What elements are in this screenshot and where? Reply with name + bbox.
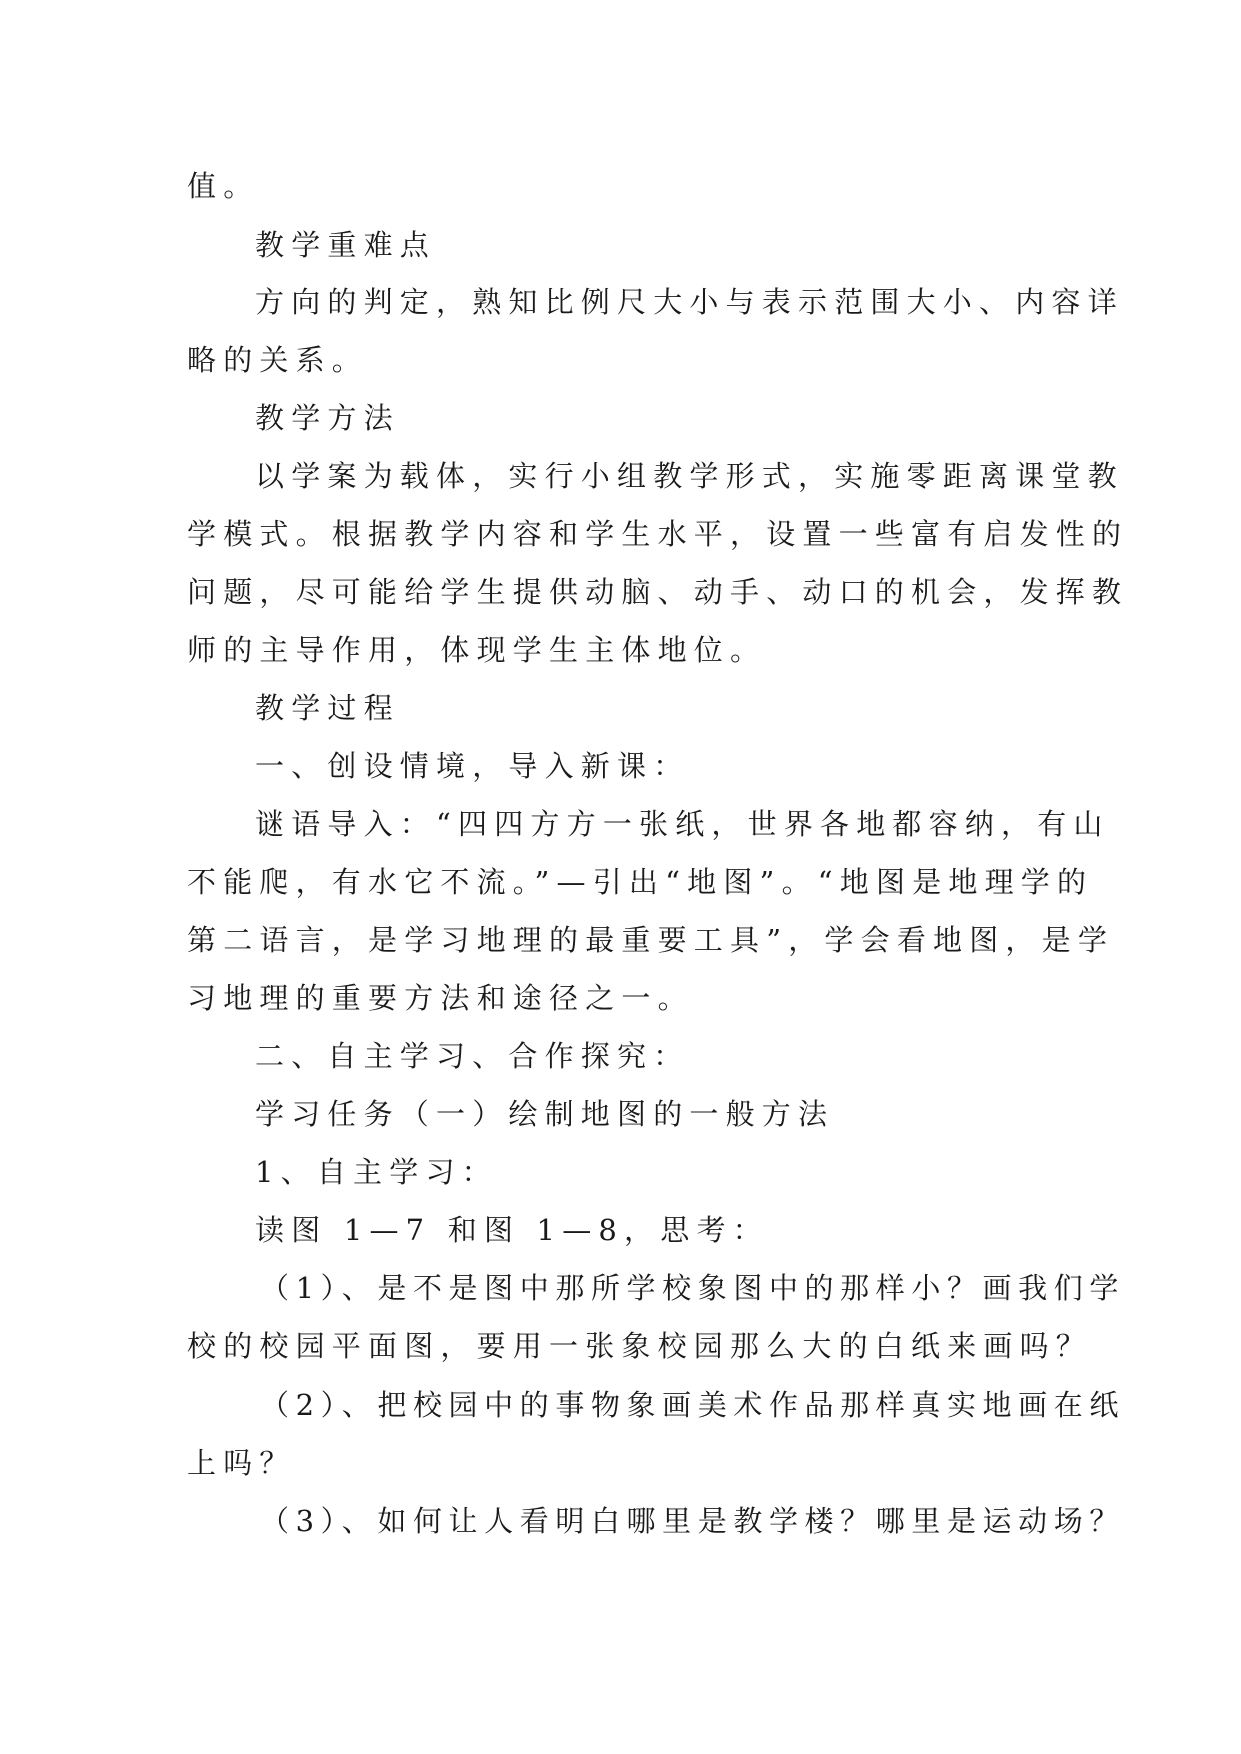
paragraph-line: 以学案为载体，实行小组教学形式，实施零距离课堂教 — [255, 459, 1124, 493]
section-heading: 教学重难点 — [255, 228, 437, 262]
question-line: （3）、如何让人看明白哪里是教学楼？哪里是运动场？ — [260, 1504, 1125, 1538]
section-heading: 教学方法 — [255, 401, 400, 435]
paragraph-line: 不能爬，有水它不流。”—引出“地图”。“地图是地理学的 — [187, 865, 1094, 899]
paragraph-line: 读图 1—7 和图 1—8，思考： — [255, 1213, 769, 1247]
paragraph-line: 谜语导入：“四四方方一张纸，世界各地都容纳，有山 — [255, 807, 1110, 841]
paragraph-line: 师的主导作用，体现学生主体地位。 — [187, 633, 767, 667]
step-heading: 1、自主学习： — [255, 1155, 498, 1189]
question-line: （2）、把校园中的事物象画美术作品那样真实地画在纸 — [260, 1388, 1125, 1422]
section-heading: 教学过程 — [255, 691, 400, 725]
paragraph-line: 略的关系。 — [187, 343, 369, 377]
paragraph-line: 习地理的重要方法和途径之一。 — [187, 981, 694, 1015]
subsection-heading: 一、创设情境，导入新课： — [255, 749, 690, 783]
paragraph-line: 方向的判定，熟知比例尺大小与表示范围大小、内容详 — [255, 285, 1124, 319]
paragraph-line: 值。 — [187, 169, 260, 203]
question-line: （1）、是不是图中那所学校象图中的那样小？画我们学 — [260, 1271, 1125, 1305]
question-line: 上吗？ — [187, 1446, 296, 1480]
paragraph-line: 学模式。根据教学内容和学生水平，设置一些富有启发性的 — [187, 517, 1129, 551]
subsection-heading: 二、自主学习、合作探究： — [255, 1039, 690, 1073]
question-line: 校的校园平面图，要用一张象校园那么大的白纸来画吗？ — [187, 1329, 1093, 1363]
task-heading: 学习任务（一）绘制地图的一般方法 — [255, 1097, 835, 1131]
paragraph-line: 问题，尽可能给学生提供动脑、动手、动口的机会，发挥教 — [187, 575, 1129, 609]
paragraph-line: 第二语言，是学习地理的最重要工具”，学会看地图，是学 — [187, 923, 1115, 957]
